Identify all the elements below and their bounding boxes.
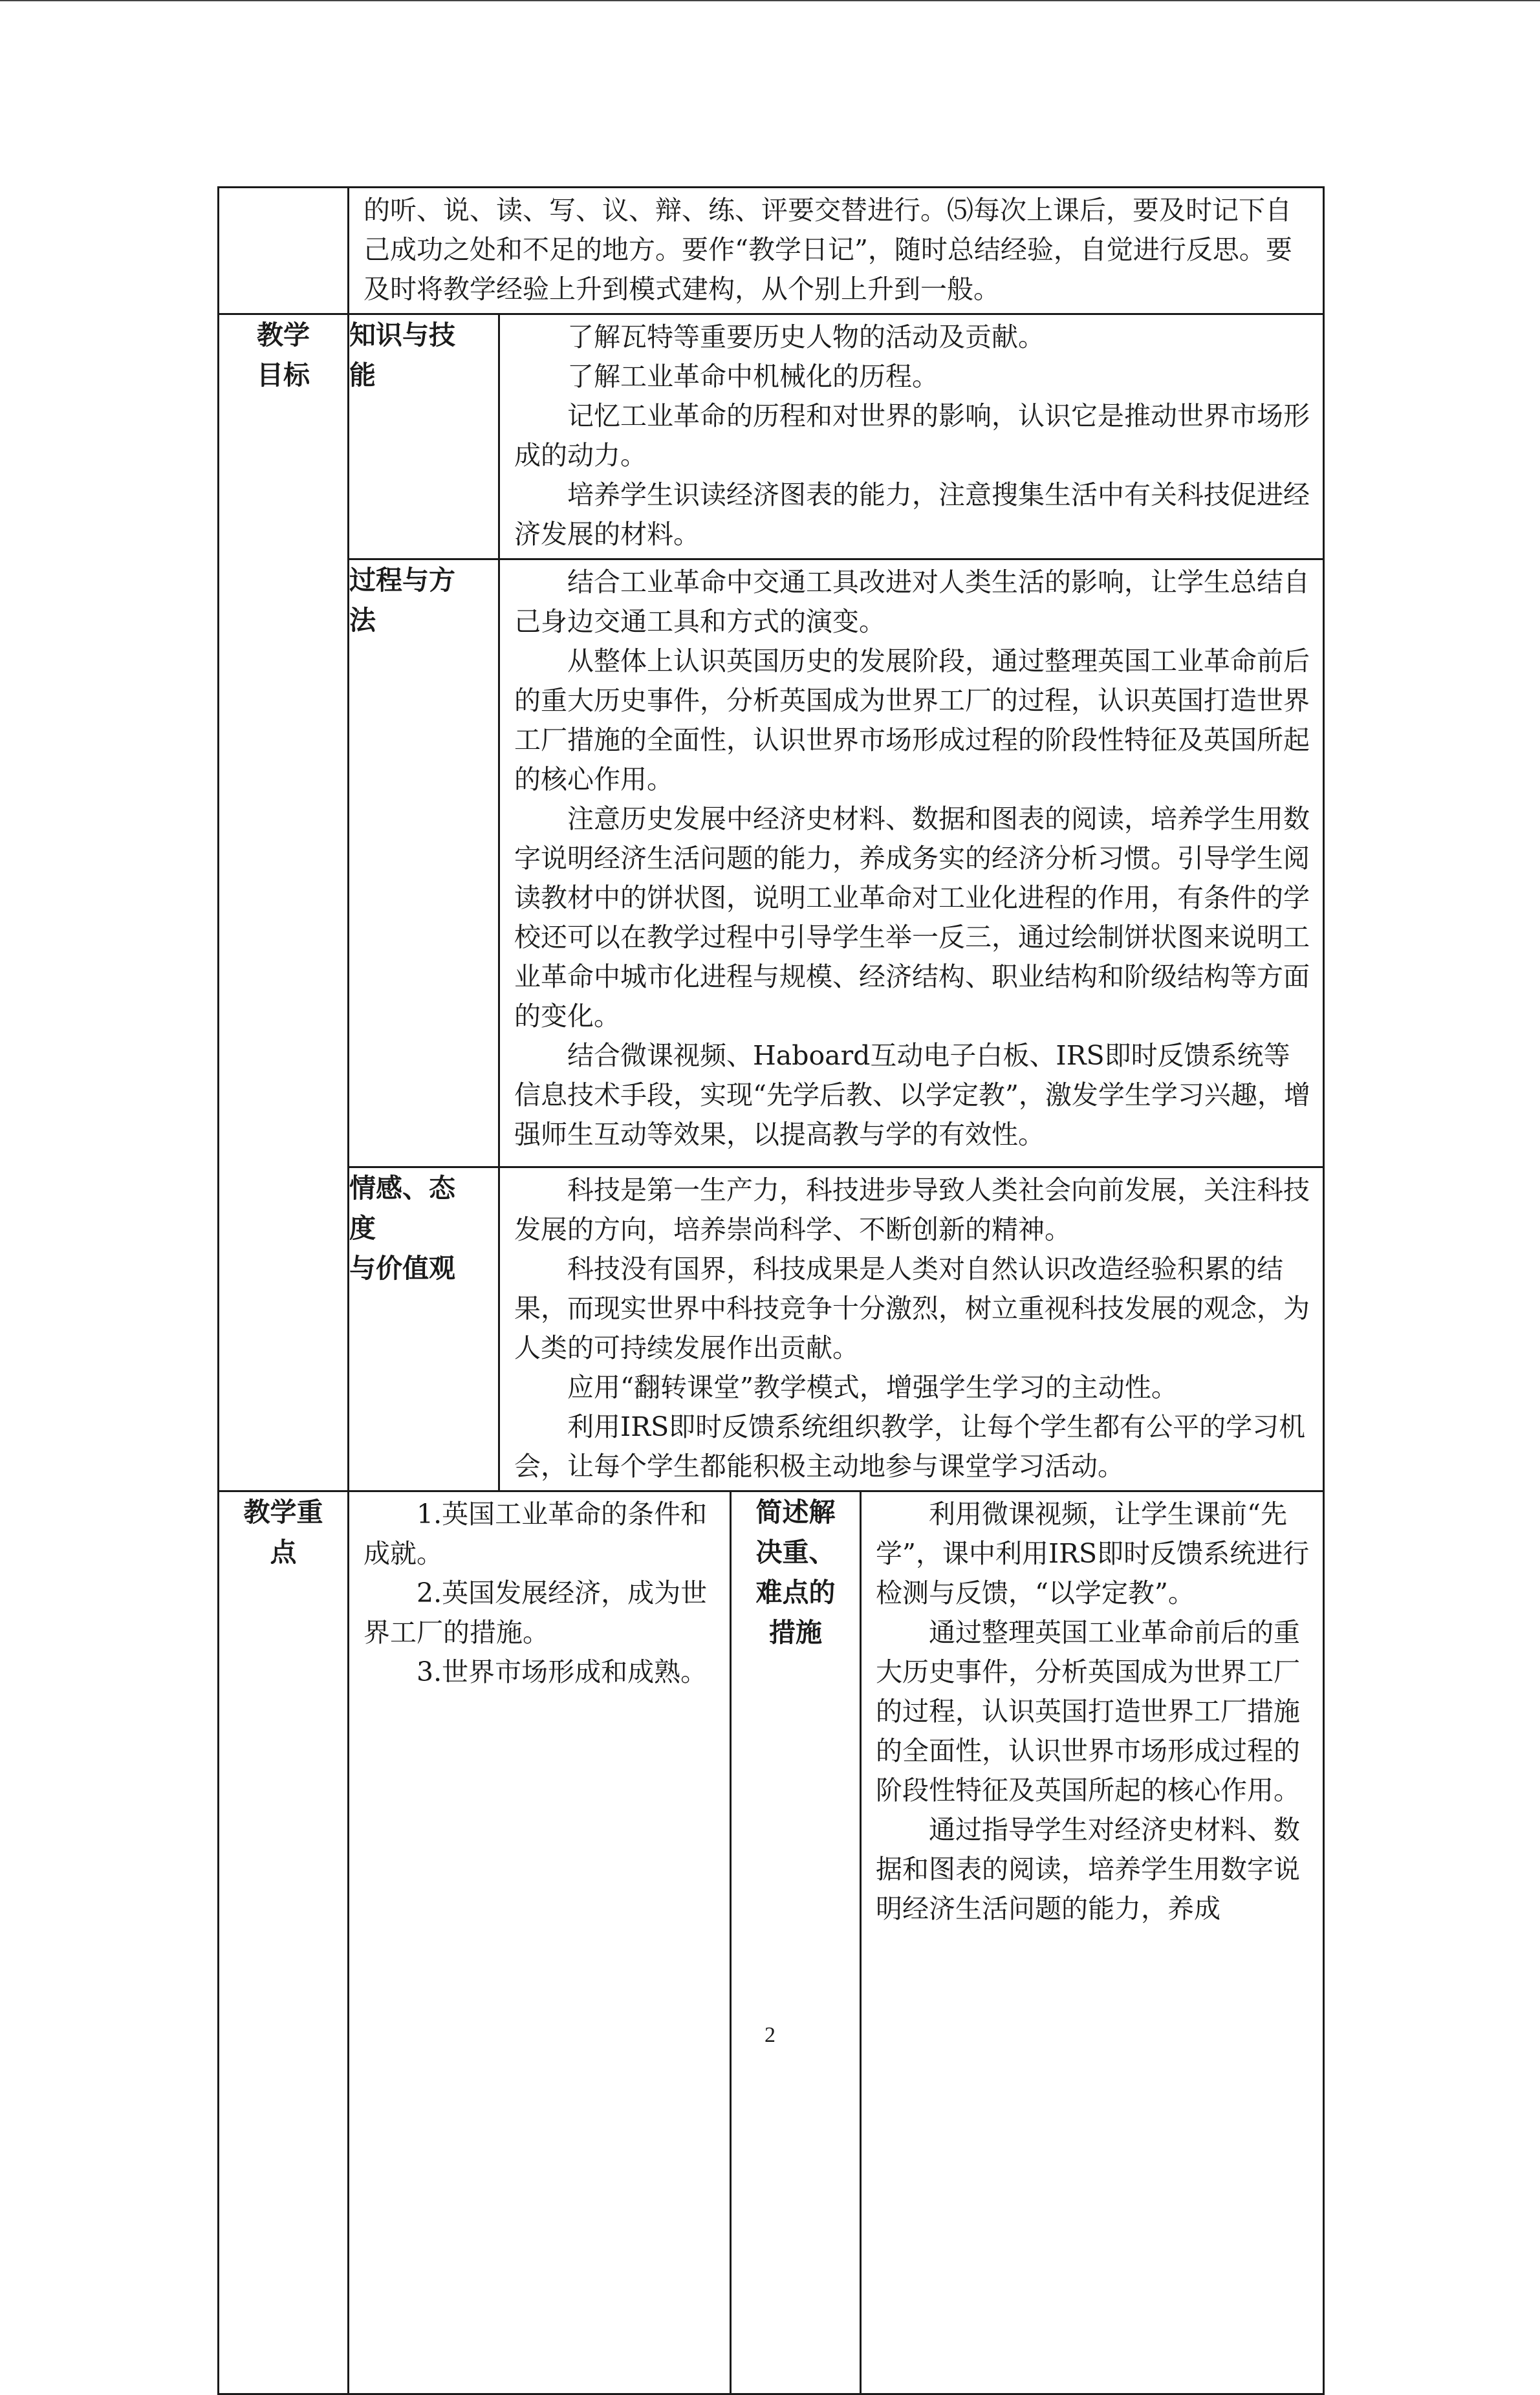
process-paragraph: 结合工业革命中交通工具改进对人类生活的影响，让学生总结自己身边交通工具和方式的演变。 bbox=[514, 567, 1310, 637]
knowledge-paragraph: 记忆工业革命的历程和对世界的影响，认识它是推动世界市场形成的动力。 bbox=[514, 400, 1310, 471]
empty-label-cell bbox=[219, 188, 349, 314]
objectives-label-line1: 教学 bbox=[257, 320, 310, 351]
knowledge-content bbox=[499, 314, 1324, 559]
key-point-item: 3.世界市场形成和成熟。 bbox=[417, 1656, 708, 1687]
emotion-paragraph: 应用“翻转课堂”教学模式，增强学生学习的主动性。 bbox=[567, 1372, 1178, 1403]
process-label bbox=[349, 559, 499, 1167]
top-rule bbox=[0, 0, 1540, 1]
key-points-row bbox=[219, 1491, 1324, 2394]
emotion-paragraph: 科技没有国界，科技成果是人类对自然认识改造经验积累的结果，而现实世界中科技竞争十分激烈，树立重视科技发展的观念，为人类的可持续发展作出贡献。 bbox=[514, 1253, 1310, 1363]
measures-label-line2: 决重、 bbox=[755, 1537, 836, 1568]
emotion-row bbox=[219, 1167, 1324, 1491]
measures-label-line1: 简述解 bbox=[755, 1497, 836, 1528]
measures-label-line4: 措施 bbox=[769, 1617, 822, 1648]
process-label-line1: 过程与方 bbox=[349, 565, 455, 596]
key-points-label bbox=[219, 1491, 349, 2394]
emotion-label-line2: 度 bbox=[349, 1213, 376, 1244]
knowledge-paragraph: 培养学生识读经济图表的能力，注意搜集生活中有关科技促进经济发展的材料。 bbox=[514, 479, 1310, 550]
emotion-label-line1: 情感、态 bbox=[349, 1173, 455, 1204]
process-paragraph: 注意历史发展中经济史材料、数据和图表的阅读，培养学生用数字说明经济生活问题的能力，养成务实的经济分析习惯。引导学生阅读教材中的饼状图，说明工业革命对工业化进程的作用，有条件的学校还可以在教学过程中引导学生举一反三，通过绘制饼状图来说明工业革命中城市化进程与规模、经济结构、职业结构和阶级结构等方面的变化。 bbox=[514, 803, 1310, 1032]
knowledge-label-line2: 能 bbox=[349, 360, 376, 391]
key-point-item: 2.英国发展经济，成为世界工厂的措施。 bbox=[363, 1577, 708, 1648]
measures-content bbox=[861, 1491, 1324, 2394]
emotion-label bbox=[349, 1167, 499, 1491]
lesson-plan-table bbox=[217, 186, 1325, 2395]
emotion-label-line3: 与价值观 bbox=[349, 1253, 455, 1284]
process-paragraph: 从整体上认识英国历史的发展阶段，通过整理英国工业革命前后的重大历史事件，分析英国成为世界工厂的过程，认识英国打造世界工厂措施的全面性，认识世界市场形成过程的阶段性特征及英国所起的核心作用。 bbox=[514, 645, 1310, 795]
key-points-content bbox=[349, 1491, 731, 2394]
process-row bbox=[219, 559, 1324, 1167]
objectives-label bbox=[219, 314, 349, 1491]
emotion-paragraph: 利用IRS即时反馈系统组织教学，让每个学生都有公平的学习机会，让每个学生都能积极主动地参与课堂学习活动。 bbox=[514, 1411, 1306, 1482]
knowledge-label bbox=[349, 314, 499, 559]
process-paragraph: 结合微课视频、Haboard互动电子白板、IRS即时反馈系统等信息技术手段，实现“先学后教、以学定教”，激发学生学习兴趣，增强师生互动等效果，以提高教与学的有效性。 bbox=[514, 1040, 1310, 1150]
emotion-paragraph: 科技是第一生产力，科技进步导致人类社会向前发展，关注科技发展的方向，培养崇尚科学、不断创新的精神。 bbox=[514, 1175, 1310, 1245]
key-points-label-line2: 点 bbox=[270, 1537, 297, 1568]
continuation-cell bbox=[349, 188, 1324, 314]
continuation-text: 的听、说、读、写、议、辩、练、评要交替进行。⑸每次上课后，要及时记下自己成功之处和不足的地方。要作“教学日记”，随时总结经验，自觉进行反思。要及时将教学经验上升到模式建构，从个别上升到一般。 bbox=[363, 195, 1292, 305]
measures-label-line3: 难点的 bbox=[755, 1577, 836, 1608]
key-points-label-line1: 教学重 bbox=[243, 1497, 323, 1528]
measure-paragraph: 通过整理英国工业革命前后的重大历史事件，分析英国成为世界工厂的过程，认识英国打造世界工厂措施的全面性，认识世界市场形成过程的阶段性特征及英国所起的核心作用。 bbox=[876, 1617, 1300, 1806]
continuation-row bbox=[219, 188, 1324, 314]
emotion-content bbox=[499, 1167, 1324, 1491]
process-content bbox=[499, 559, 1324, 1167]
knowledge-row bbox=[219, 314, 1324, 559]
key-point-item: 1.英国工业革命的条件和成就。 bbox=[363, 1499, 708, 1569]
process-label-line2: 法 bbox=[349, 605, 376, 636]
page-number: 2 bbox=[765, 2023, 775, 2047]
measure-paragraph: 通过指导学生对经济史材料、数据和图表的阅读，培养学生用数字说明经济生活问题的能力，养成 bbox=[876, 1814, 1300, 1924]
knowledge-paragraph: 了解工业革命中机械化的历程。 bbox=[567, 361, 938, 392]
knowledge-label-line1: 知识与技 bbox=[349, 320, 455, 351]
measure-paragraph: 利用微课视频，让学生课前“先学”，课中利用IRS即时反馈系统进行检测与反馈，“以学定教”。 bbox=[876, 1499, 1310, 1609]
measures-label bbox=[731, 1491, 861, 2394]
knowledge-paragraph: 了解瓦特等重要历史人物的活动及贡献。 bbox=[567, 321, 1045, 352]
objectives-label-line2: 目标 bbox=[257, 360, 310, 391]
